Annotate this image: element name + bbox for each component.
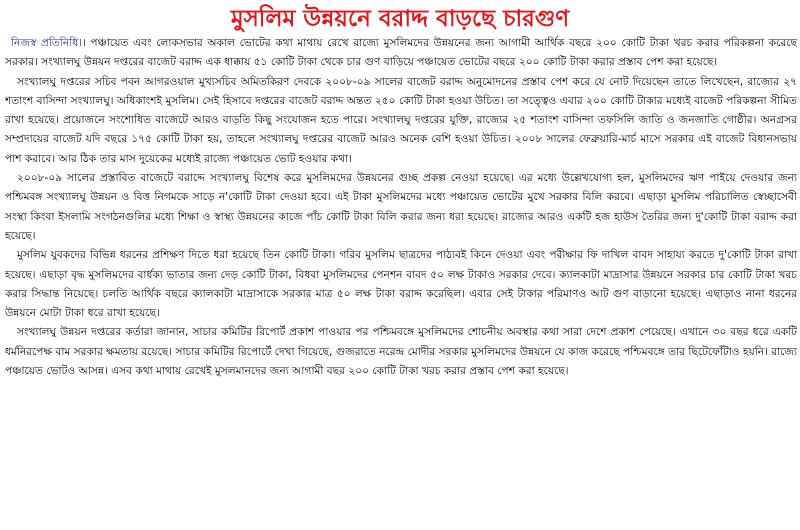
paragraph-5: সংখ্যালঘু উন্নয়ন দপ্তরের কর্তারা জানান, সাচার কমিটির রিপোর্ট প্রকাশ পাওয়ার পর পশ্চিমবঙ্গে মুসলিমদের শোচনীয় অবস্থার কথা সারা দেশে প্রকাশ পেয়েছে। এখানে ৩০ বছর ধরে একটি ধর্মনিরপেক্ষ বাম সরকার ক্ষমতায় রয়েছে। সাচার কমিটির রিপোর্টে দেখা গিয়েছে, গুজরাতে নরেন্দ্র মোদীর সরকার মুসলিমদের উন্নয়নে যে কাজ করেছে পশ্চিমবঙ্গে তার ছিটেফোঁটাও হয়নি। রাজ্যে পঞ্চায়েত ভোটও আসন্ন। এসব কথা মাথায় রেখেই মুসলমানদের জন্য আগামী বছর ২০০ কোটি টাকা খরচ করার প্রস্তাব পেশ করা হয়েছে। — [5, 326, 797, 378]
paragraph-4: মুসলিম যুবকদের বিভিন্ন ধরনের প্রশিক্ষণ দিতে ধরা হয়েছে তিন কোটি টাকা। গরিব মুসলিম ছাত্রদের পাঠ্যবই কিনে দেওয়া এবং পরীক্ষার ফি দাখিল বাবদ সাহায্য করতে দু'কোটি টাকা রাখা হয়েছে। এছাড়া বৃদ্ধ মুসলিমদের বার্ধক্য ভাতার জন্য দেড় কোটি টাকা, বিধবা মুসলিমদের পেনশন বাবদ ৫০ লক্ষ টাকাও সরকার দেবে। ক্যালকাটা মাদ্রাসার উন্নয়নে সরকার চার কোটি টাকা খরচ করার সিদ্ধান্ত নিয়েছে। চলতি আর্থিক বছরে ক্যালকাটা মাদ্রাসাকে সরকার মাত্র ৫০ লক্ষ টাকা বরাদ্দ করেছিল। এবার সেই টাকার পরিমাণও আট গুণ বাড়ানো হয়েছে। এছাড়াও নানা ধরনের উন্নয়নে মোটা টাকা ধরে রাখা হয়েছে। — [5, 249, 797, 320]
headline: মুসলিম উন্নয়নে বরাদ্দ বাড়ছে চারগুণ — [230, 6, 570, 32]
paragraph-3: ২০০৮-০৯ সালের প্রস্তাবিত বাজেটে বরাদ্দে সংখ্যালঘু বিশেষ করে মুসলিমদের উন্নয়নের গুচ্ছ প্রকল্প নেওয়া হয়েছে। এর মধ্যে উল্লেখযোগ্য হল, মুসলিমদের ঋণ পাইয়ে দেওয়ার জন্য পশ্চিমবঙ্গ সংখ্যালঘু উন্নয়ন ও বিত্ত নিগমকে সাড়ে ন'কোটি টাকা দেওয়া হবে। এই টাকা মুসলিমদের মধ্যে পঞ্চায়েত ভোটের মুখে সরকার বিলি করবে। এছাড়া মুসলিম পরিচালিত স্বেচ্ছাসেবী সংস্থা কিংবা ইসলামি সংগঠনগুলির মধ্যে শিক্ষা ও স্বাস্থ্য উন্নয়নের কাজে পাঁচ কোটি টাকা বিলি করার জন্য ধরা হয়েছে। রাজ্যের আরও একটি হজ হাউস তৈরির জন্য দু'কোটি টাকা বরাদ্দ করা হয়েছে। — [5, 172, 797, 242]
article-body — [5, 34, 797, 528]
paragraph-1-text: । পঞ্চায়েত এবং লোকসভার অকাল ভোটের কথা মাথায় রেখে রাজ্যে মুসলিমদের উন্নয়নের জন্য আগামী আর্থিক বছরে ২০০ কোটি টাকা খরচ করার পরিকল্পনা করেছে সরকার। সংখ্যালঘু উন্নয়ন দপ্তরের বাজেট বরাদ্দ এক ধাক্কায় ৫১ কোটি টাকা থেকে চার গুণ বাড়িয়ে পঞ্চায়েত ভোটের বছরে ২০০ কোটি টাকা করার প্রস্তাব পেশ করা হয়েছে। — [5, 37, 797, 69]
paragraph-1 — [5, 34, 797, 73]
paragraph-2: সংখ্যালঘু দপ্তরের সচিব পবন আগরওয়াল মুখ্যসচিব অমিতকিরণ দেবকে ২০০৮-০৯ সালের বাজেট বরাদ্দ অনুমোদনের প্রস্তাব পেশ করে যে নোট দিয়েছেন তাতে লিখেছেন, রাজ্যের ২৭ শতাংশ বাসিন্দা সংখ্যালঘু। অধিকাংশই মুসলিম। সেই হিসাবে দপ্তরের বাজেট বরাদ্দ অন্তত ২৫০ কোটি টাকা হওয়া উচিত। তা সত্ত্বেও এবার ২০০ কোটি টাকার মধ্যেই বাজেট পরিকল্পনা সীমিত রাখা হয়েছে। প্রয়োজনে সংশোধিত বাজেটে আরও বাড়তি কিছু সংযোজন হতে পারে। সংখ্যালঘু দপ্তরের যুক্তি, রাজ্যের ২৫ শতাংশ বাসিন্দা তফসিলি জাতি ও জনজাতি গোষ্ঠীর। অনগ্রসর সম্প্রদায়ের বাজেট যদি বছরে ১৭৫ কোটি টাকা হয়, তাহলে সংখ্যালঘু দপ্তরের বাজেট আরও অনেক বেশি হওয়া উচিত। ২০০৮ সালের ফেব্রুয়ারি-মার্চ মাসে সরকার এই বাজেট বিধানসভায় পাশ করাবে। আর ঠিক তার মাস দুয়েকের মধ্যেই রাজ্যে পঞ্চায়েত ভোট হওয়ার কথা। — [5, 75, 797, 165]
byline: নিজস্ব প্রতিনিধি। — [11, 37, 82, 49]
